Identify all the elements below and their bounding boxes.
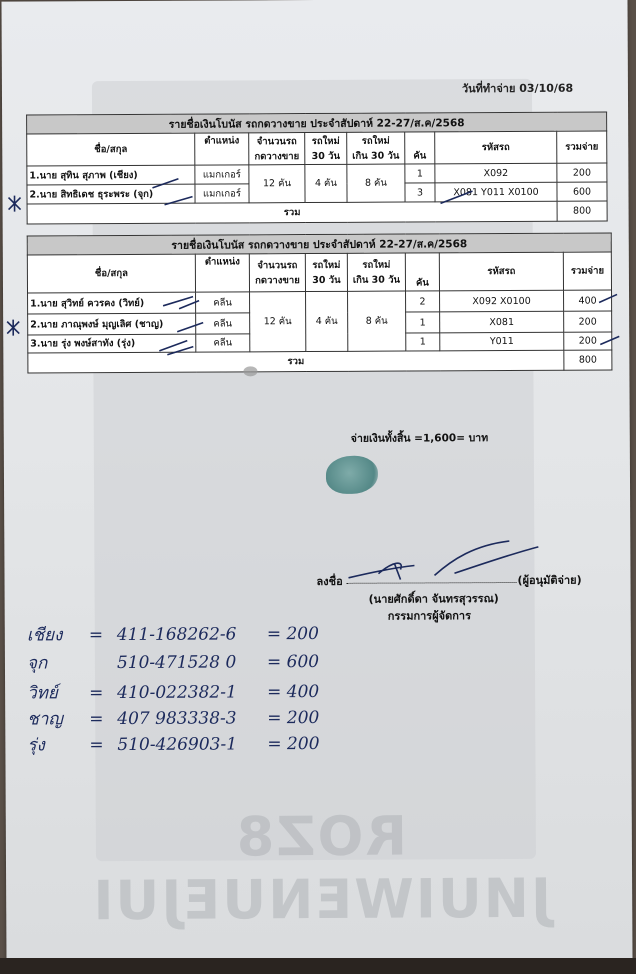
header-count-line1: จำนวนรถ (256, 135, 297, 147)
tick-mark (152, 179, 178, 188)
header-over30-line1: รถใหม่ (361, 135, 390, 147)
hand-amount: = 200 (266, 623, 319, 645)
table-title: รายชื่อเงินโบนัส รถกดวางขาย ประจำสัปดาห์ 22-27/ส.ค/2568 (27, 112, 607, 134)
document-page (1, 0, 632, 962)
header-count-line2: กดวางขาย (254, 150, 300, 162)
hand-name: ชาญ (27, 709, 63, 730)
header-over30-line1: รถใหม่ (362, 259, 391, 271)
handwritten-line (27, 678, 327, 707)
row-units: 1 (406, 333, 440, 351)
handwritten-line (27, 730, 327, 759)
hand-amount: = 200 (267, 733, 320, 755)
header-name: ชื่อ/สกุล (27, 254, 195, 293)
hand-account: 510-426903-1 (117, 734, 238, 756)
hand-name: จุก (26, 653, 48, 674)
header-unit: คัน (405, 253, 439, 291)
row-position: แมกเกอร์ (195, 184, 249, 203)
shared-over30: 8 คัน (348, 291, 406, 351)
shared-new30: 4 คัน (305, 164, 347, 202)
header-over30-line2: เกิน 30 วัน (352, 150, 400, 162)
shared-count: 12 คัน (249, 165, 305, 203)
tick-mark (165, 197, 193, 205)
signer-name: (นายศักดิ์ดา จันทรสุวรรณ) (368, 592, 499, 606)
row-total: 200 (564, 332, 612, 350)
row-units: 1 (405, 164, 435, 183)
row-units: 3 (405, 183, 435, 202)
header-total: รวมจ่าย (563, 252, 611, 290)
header-count-line2: กดวางขาย (255, 274, 300, 286)
sum-value: 800 (564, 350, 612, 370)
shared-over30: 8 คัน (347, 164, 405, 202)
tick-mark (440, 191, 472, 203)
header-count-line1: จำนวนรถ (257, 259, 298, 271)
row-units: 2 (406, 291, 440, 312)
handwritten-marks (1, 0, 629, 382)
row-total: 200 (564, 311, 612, 332)
header-total: รวมจ่าย (557, 131, 607, 163)
signer-position: กรรมการผู้จัดการ (387, 609, 472, 623)
header-unit: คัน (405, 132, 435, 164)
tick-mark (177, 323, 203, 332)
hand-amount: = 200 (267, 707, 320, 729)
sum-value: 800 (557, 201, 607, 221)
hand-equals: = (89, 683, 104, 704)
handwritten-line (27, 648, 327, 677)
row-codes: X081 Y011 X0100 (435, 182, 557, 202)
hand-name: เชียง (26, 625, 63, 646)
hand-amount: = 600 (266, 651, 320, 673)
row-codes: Y011 (440, 332, 564, 351)
asterisk-mark (9, 196, 21, 212)
hand-equals: = (89, 709, 104, 730)
row-name: 1.นาย สุทิน สุภาพ (เชียง) (27, 165, 195, 185)
hand-equals: = (89, 735, 104, 756)
hand-name: รุ่ง (27, 735, 45, 756)
approver-role: (ผู้อนุมัติจ่าย) (517, 573, 582, 587)
company-stamp (326, 456, 378, 494)
row-position: คลีน (196, 334, 250, 352)
signature-label: ลงชื่อ (316, 574, 343, 589)
hand-equals: = (88, 625, 104, 646)
tick-mark (163, 297, 199, 309)
header-new30-line1: รถใหม่ (311, 135, 340, 147)
row-name: 1.นาย สุวิทย์ ควรคง (วิทย์) (28, 292, 196, 314)
row-codes: X092 (435, 163, 557, 183)
row-total: 600 (557, 182, 607, 201)
handwritten-line (27, 620, 327, 649)
header-code: รหัสรถ (435, 131, 557, 164)
row-name: 2.นาย ภาณุพงษ์ มุญเลิศ (ชาญ) (28, 313, 196, 335)
header-new30-line1: รถใหม่ (312, 259, 341, 271)
hand-name: วิทย์ (27, 683, 58, 704)
row-name: 2.นาย สิทธิเดช ธุระพระ (จุก) (27, 184, 195, 204)
sum-label: รวม (28, 350, 564, 373)
hand-amount: = 400 (267, 681, 320, 703)
header-code: รหัสรถ (439, 252, 563, 291)
table-surface (0, 958, 636, 974)
show-through-text: ROZ8 JИUIWENUEJUI (91, 804, 552, 933)
header-new30-line2: 30 วัน (311, 150, 341, 162)
hand-account: 410-022382-1 (117, 682, 237, 704)
table-title: รายชื่อเงินโบนัส รถกดวางขาย ประจำสัปดาห์ 22-27/ส.ค/2568 (27, 233, 611, 255)
sum-label: รวม (27, 201, 557, 224)
tick-mark (159, 341, 193, 355)
header-new30-line2: 30 วัน (312, 274, 341, 286)
row-name: 3.นาย รุ่ง พงษ์สาทัง (รุ่ง) (28, 334, 196, 353)
row-total: 400 (564, 290, 612, 311)
hand-account: 510-471528 0 (116, 652, 237, 674)
shared-count: 12 คัน (250, 292, 306, 352)
row-units: 1 (406, 312, 440, 333)
handwritten-line (27, 704, 327, 733)
shared-new30: 4 คัน (306, 291, 348, 351)
hand-account: 407 983338-3 (117, 708, 237, 730)
row-position: แมกเกอร์ (195, 165, 249, 184)
row-position: คลีน (196, 313, 250, 334)
asterisk-mark (7, 320, 19, 336)
header-over30-line2: เกิน 30 วัน (352, 274, 401, 286)
row-codes: X081 (440, 311, 564, 333)
row-total: 200 (557, 163, 607, 182)
header-position: ตำแหน่ง (195, 133, 249, 165)
hand-account: 411-168262-6 (116, 624, 237, 646)
row-position: คลีน (196, 292, 250, 313)
row-codes: X092 X0100 (440, 290, 564, 312)
total-payment: จ่ายเงินทั้งสิ้น =1,600= บาท (350, 432, 489, 445)
header-name: ชื่อ/สกุล (27, 133, 195, 166)
tick-mark (600, 336, 619, 344)
header-position: ตำแหน่ง (195, 254, 249, 292)
ink-smudge (243, 366, 257, 376)
payment-date: วันที่ทำจ่าย 03/10/68 (461, 81, 574, 96)
tick-mark (599, 294, 617, 302)
